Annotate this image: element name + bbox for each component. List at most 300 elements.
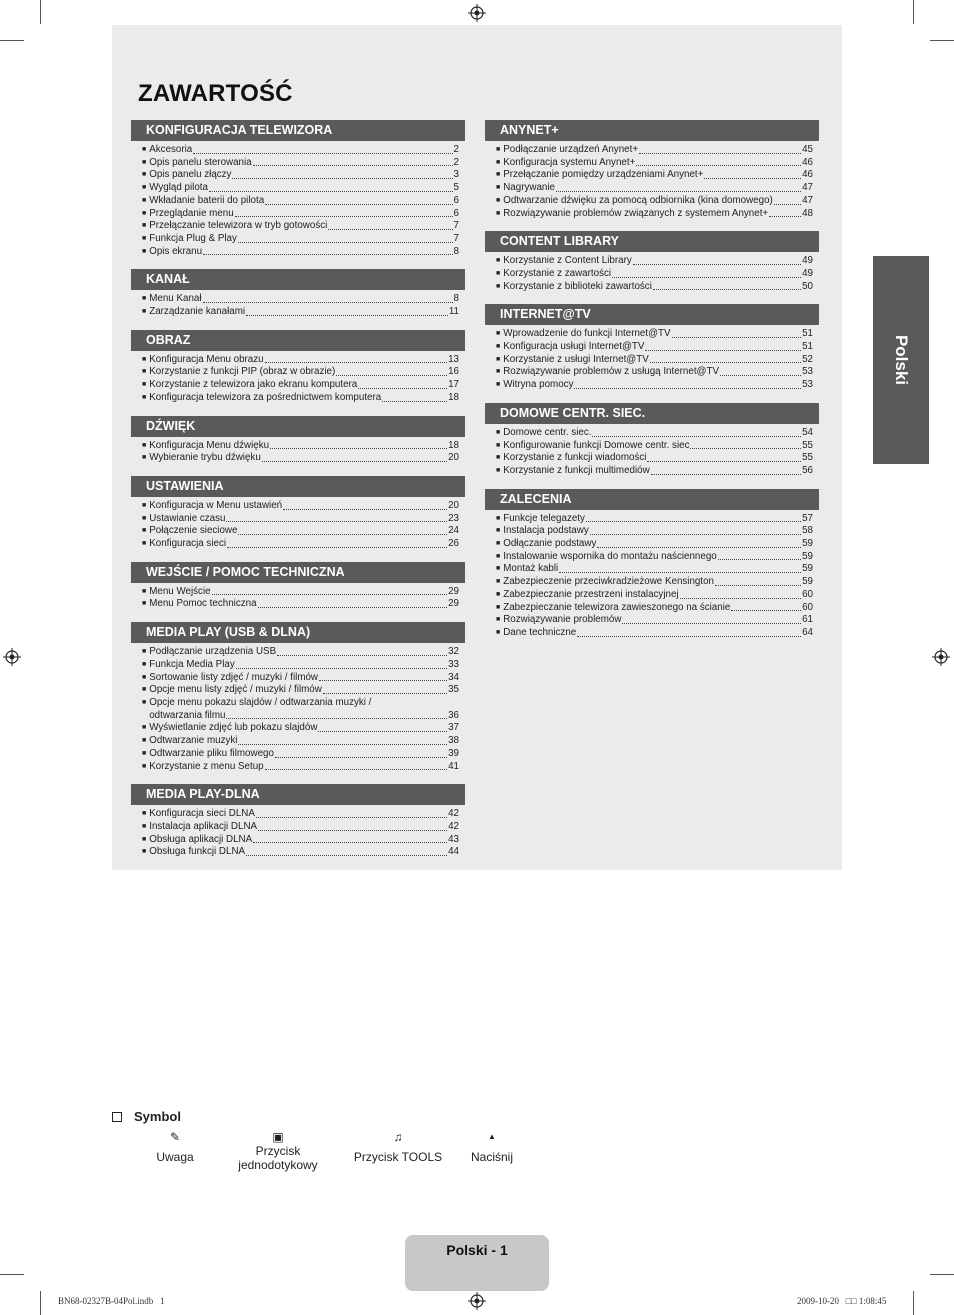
toc-entry[interactable] bbox=[496, 563, 813, 576]
toc-entry-label: Konfiguracja sieci bbox=[149, 538, 227, 550]
toc-entry-page: 2 bbox=[453, 144, 459, 155]
toc-entry-label: Rozwiązywanie problemów związanych z systemem Anynet+ bbox=[503, 207, 769, 219]
toc-list bbox=[131, 497, 465, 551]
toc-entry-page: 56 bbox=[802, 464, 813, 476]
dot-leader bbox=[283, 509, 447, 510]
toc-entry[interactable] bbox=[142, 379, 459, 392]
symbol-note bbox=[140, 1130, 210, 1164]
bullet-icon: ■ bbox=[496, 603, 501, 611]
toc-entry[interactable] bbox=[142, 659, 459, 672]
toc-entry-page: 55 bbox=[802, 452, 813, 464]
dot-leader bbox=[633, 264, 801, 265]
dot-leader bbox=[323, 693, 447, 694]
dot-leader bbox=[212, 594, 448, 595]
dot-leader bbox=[731, 610, 801, 611]
crop-mark bbox=[40, 0, 41, 24]
toc-entry-page: 29 bbox=[448, 598, 459, 610]
language-side-tab-label: Polski bbox=[892, 334, 911, 386]
bullet-icon: ■ bbox=[496, 282, 501, 290]
dot-leader bbox=[193, 153, 452, 154]
toc-entry[interactable] bbox=[496, 354, 813, 367]
dot-leader bbox=[226, 718, 447, 719]
bullet-icon: ■ bbox=[142, 454, 147, 462]
toc-entry-page: 2 bbox=[453, 156, 459, 168]
dot-leader bbox=[574, 388, 801, 389]
toc-entry[interactable] bbox=[496, 255, 813, 268]
toc-entry-label: Menu Kanał bbox=[149, 293, 202, 305]
toc-entry[interactable] bbox=[496, 427, 813, 440]
dot-leader bbox=[262, 461, 447, 462]
toc-entry-label: Opcje menu listy zdjęć / muzyki / filmów bbox=[149, 684, 322, 696]
toc-section bbox=[485, 120, 819, 220]
dot-leader bbox=[226, 521, 447, 522]
toc-entry[interactable] bbox=[142, 500, 459, 513]
dot-leader bbox=[382, 401, 447, 402]
toc-column-left bbox=[131, 120, 465, 870]
dot-leader bbox=[715, 585, 801, 586]
toc-entry-page: 29 bbox=[448, 585, 459, 597]
toc-section bbox=[131, 622, 465, 773]
bullet-icon: ■ bbox=[142, 686, 147, 694]
toc-section bbox=[131, 784, 465, 859]
toc-entry-label: Połączenie sieciowe bbox=[149, 525, 238, 537]
toc-entry[interactable] bbox=[142, 246, 459, 259]
toc-entry-label: Korzystanie z funkcji multimediów bbox=[503, 464, 650, 476]
toc-entry[interactable] bbox=[142, 684, 459, 697]
toc-entry[interactable] bbox=[496, 627, 813, 640]
toc-entry[interactable] bbox=[142, 735, 459, 748]
toc-entry[interactable] bbox=[496, 551, 813, 564]
toc-entry-label: Korzystanie z telewizora jako ekranu komputera bbox=[149, 379, 358, 391]
toc-entry[interactable] bbox=[142, 354, 459, 367]
bullet-icon: ■ bbox=[496, 552, 501, 560]
toc-entry[interactable] bbox=[142, 233, 459, 246]
toc-entry-label: Odtwarzanie dźwięku za pomocą odbiornika (kina domowego) bbox=[503, 194, 773, 206]
toc-list bbox=[131, 351, 465, 405]
toc-entry[interactable] bbox=[142, 821, 459, 834]
dot-leader bbox=[275, 757, 447, 758]
toc-entry-page: 59 bbox=[802, 538, 813, 550]
toc-entry[interactable] bbox=[496, 602, 813, 615]
dot-leader bbox=[590, 534, 801, 535]
toc-entry-page: 59 bbox=[802, 550, 813, 562]
bullet-icon: ■ bbox=[142, 295, 147, 303]
toc-entry[interactable] bbox=[142, 440, 459, 453]
section-header: MEDIA PLAY-DLNA bbox=[131, 784, 465, 805]
toc-entry[interactable] bbox=[496, 341, 813, 354]
crop-mark bbox=[930, 40, 954, 41]
toc-entry[interactable] bbox=[496, 465, 813, 478]
crop-mark bbox=[0, 1274, 24, 1275]
bullet-icon: ■ bbox=[142, 308, 147, 316]
toc-entry-label: Menu Pomoc techniczna bbox=[149, 598, 257, 610]
bullet-icon: ■ bbox=[142, 822, 147, 830]
dot-leader bbox=[612, 277, 801, 278]
toc-entry-page: 49 bbox=[802, 267, 813, 279]
section-header: OBRAZ bbox=[131, 330, 465, 351]
toc-entry[interactable] bbox=[142, 710, 459, 723]
toc-entry-label: Konfiguracja Menu obrazu bbox=[149, 353, 264, 365]
dot-leader bbox=[647, 461, 801, 462]
toc-entry-label: Konfigurowanie funkcji Domowe centr. siec bbox=[503, 439, 690, 451]
toc-entry[interactable] bbox=[142, 513, 459, 526]
toc-entry-label: odtwarzania filmu bbox=[149, 709, 226, 721]
toc-entry-page: 42 bbox=[448, 808, 459, 820]
bullet-icon: ■ bbox=[142, 762, 147, 770]
language-side-tab bbox=[873, 256, 929, 464]
bullet-icon: ■ bbox=[142, 737, 147, 745]
bullet-icon: ■ bbox=[496, 146, 501, 153]
toc-entry-page: 23 bbox=[448, 512, 459, 524]
toc-entry[interactable] bbox=[496, 576, 813, 589]
toc-entry[interactable] bbox=[496, 589, 813, 602]
section-header: WEJŚCIE / POMOC TECHNICZNA bbox=[131, 562, 465, 583]
bullet-icon: ■ bbox=[142, 381, 147, 389]
toc-entry[interactable] bbox=[496, 614, 813, 627]
bullet-icon: ■ bbox=[142, 196, 147, 204]
bullet-icon: ■ bbox=[496, 628, 501, 636]
bullet-icon: ■ bbox=[142, 527, 147, 535]
toc-entry[interactable] bbox=[142, 293, 459, 306]
toc-entry-label: Witryna pomocy bbox=[503, 379, 574, 391]
toc-entry-label: Instalowanie wspornika do montażu naściennego bbox=[503, 550, 717, 562]
bullet-icon: ■ bbox=[496, 441, 501, 449]
toc-entry[interactable] bbox=[496, 182, 813, 195]
toc-entry[interactable] bbox=[142, 808, 459, 821]
section-header: DOMOWE CENTR. SIEC. bbox=[485, 403, 819, 424]
toc-entry[interactable] bbox=[142, 306, 459, 319]
toc-entry[interactable] bbox=[496, 366, 813, 379]
toc-entry[interactable] bbox=[142, 748, 459, 761]
toc-entry[interactable] bbox=[142, 672, 459, 685]
dot-leader bbox=[720, 375, 801, 376]
toc-entry-page: 49 bbox=[802, 255, 813, 267]
toc-entry-page: 7 bbox=[453, 232, 459, 244]
toc-entry-page: 7 bbox=[453, 220, 459, 232]
toc-entry-page: 5 bbox=[453, 182, 459, 194]
dot-leader bbox=[769, 216, 801, 217]
toc-entry[interactable] bbox=[496, 281, 813, 294]
toc-entry[interactable] bbox=[496, 379, 813, 392]
toc-entry-label: Opis panelu złączy bbox=[149, 169, 232, 181]
toc-entry-page: 6 bbox=[453, 207, 459, 219]
bullet-icon: ■ bbox=[142, 587, 147, 595]
toc-entry[interactable] bbox=[496, 169, 813, 182]
dot-leader bbox=[253, 842, 447, 843]
toc-entry-label: Obsługa aplikacji DLNA bbox=[149, 833, 253, 845]
toc-entry-page: 32 bbox=[448, 646, 459, 658]
bullet-icon: ■ bbox=[496, 466, 501, 474]
dot-leader bbox=[651, 474, 801, 475]
bullet-icon: ■ bbox=[142, 209, 147, 217]
toc-entry-page: 26 bbox=[448, 538, 459, 550]
toc-list bbox=[485, 325, 819, 392]
toc-entry[interactable] bbox=[142, 598, 459, 611]
toc-entry-page: 46 bbox=[802, 169, 813, 181]
toc-entry-label: Podłączanie urządzenia USB bbox=[149, 646, 277, 658]
toc-entry[interactable] bbox=[496, 452, 813, 465]
bullet-icon: ■ bbox=[142, 368, 147, 376]
toc-entry[interactable] bbox=[142, 525, 459, 538]
toc-entry-label: Korzystanie z menu Setup bbox=[149, 760, 264, 772]
toc-entry-label: Opis ekranu bbox=[149, 245, 203, 257]
bullet-icon: ■ bbox=[496, 590, 501, 598]
toc-entry-label: Korzystanie z funkcji wiadomości bbox=[503, 452, 647, 464]
crop-mark bbox=[913, 0, 914, 24]
toc-section bbox=[485, 403, 819, 478]
toc-entry-page: 20 bbox=[448, 499, 459, 511]
one-touch-button-icon: ▣ bbox=[272, 1130, 284, 1144]
bullet-icon: ■ bbox=[142, 810, 147, 818]
bullet-icon: ■ bbox=[142, 848, 147, 856]
section-header: KONFIGURACJA TELEWIZORA bbox=[131, 120, 465, 141]
symbol-heading bbox=[112, 1109, 181, 1124]
bullet-icon: ■ bbox=[142, 540, 147, 548]
toc-entry-page: 8 bbox=[453, 293, 459, 305]
dot-leader bbox=[559, 572, 801, 573]
toc-entry-label: Opis panelu sterowania bbox=[149, 156, 252, 168]
toc-entry[interactable] bbox=[142, 538, 459, 551]
dot-leader bbox=[774, 204, 801, 205]
bullet-icon: ■ bbox=[496, 269, 501, 277]
toc-entry-label: Konfiguracja usługi Internet@TV bbox=[503, 341, 645, 353]
toc-entry-label: Funkcje telegazety bbox=[503, 512, 585, 524]
toc-section bbox=[131, 269, 465, 318]
toc-entry-page: 51 bbox=[802, 328, 813, 340]
bullet-icon: ■ bbox=[142, 660, 147, 668]
dot-leader bbox=[203, 254, 452, 255]
dot-leader bbox=[246, 315, 448, 316]
toc-list bbox=[485, 510, 819, 640]
toc-entry[interactable] bbox=[142, 366, 459, 379]
toc-entry-label: Odtwarzanie pliku filmowego bbox=[149, 747, 274, 759]
bullet-icon: ■ bbox=[142, 247, 147, 255]
toc-entry-label: Wyświetlanie zdjęć lub pokazu slajdów bbox=[149, 722, 318, 734]
toc-entry[interactable] bbox=[142, 144, 459, 157]
toc-entry[interactable] bbox=[496, 440, 813, 453]
bullet-icon: ■ bbox=[496, 368, 501, 376]
toc-entry[interactable] bbox=[142, 834, 459, 847]
dot-leader bbox=[336, 375, 447, 376]
toc-entry-label: Korzystanie z funkcji PIP (obraz w obrazie) bbox=[149, 366, 336, 378]
bullet-icon: ■ bbox=[142, 749, 147, 757]
toc-entry-label: Sortowanie listy zdjęć / muzyki / filmów bbox=[149, 671, 319, 683]
bullet-icon: ■ bbox=[142, 441, 147, 449]
toc-section bbox=[131, 416, 465, 465]
press-icon: ▲ bbox=[488, 1132, 496, 1141]
toc-entry-page: 59 bbox=[802, 576, 813, 588]
toc-entry-label: Funkcja Media Play bbox=[149, 658, 235, 670]
crop-mark bbox=[0, 40, 24, 41]
crop-mark bbox=[913, 1291, 914, 1315]
toc-entry-page: 17 bbox=[448, 379, 459, 391]
toc-entry-label: Przełączanie telewizora w tryb gotowości bbox=[149, 220, 328, 232]
toc-entry[interactable] bbox=[142, 452, 459, 465]
toc-entry[interactable] bbox=[142, 761, 459, 774]
toc-entry-page: 47 bbox=[802, 182, 813, 194]
toc-entry[interactable] bbox=[496, 157, 813, 170]
toc-entry-label: Konfiguracja w Menu ustawień bbox=[149, 499, 283, 511]
toc-list bbox=[131, 141, 465, 258]
dot-leader bbox=[265, 362, 447, 363]
bullet-icon: ■ bbox=[142, 184, 147, 192]
dot-leader bbox=[653, 289, 801, 290]
toc-entry-page: 45 bbox=[802, 144, 813, 155]
toc-entry[interactable] bbox=[496, 144, 813, 157]
toc-entry-label: Ustawianie czasu bbox=[149, 512, 226, 524]
dot-leader bbox=[577, 636, 801, 637]
symbol-label: Przycisk TOOLS bbox=[353, 1150, 443, 1164]
toc-entry[interactable] bbox=[496, 525, 813, 538]
toc-entry-label: Obsługa funkcji DLNA bbox=[149, 846, 246, 858]
toc-list bbox=[131, 805, 465, 859]
toc-entry-label: Przeglądanie menu bbox=[149, 207, 234, 219]
toc-section bbox=[131, 330, 465, 405]
toc-section bbox=[485, 304, 819, 392]
section-header: ANYNET+ bbox=[485, 120, 819, 141]
dot-leader bbox=[704, 178, 801, 179]
dot-leader bbox=[256, 817, 447, 818]
toc-section bbox=[131, 476, 465, 551]
toc-entry-label: Podłączanie urządzeń Anynet+ bbox=[503, 144, 639, 155]
toc-entry-page: 55 bbox=[802, 439, 813, 451]
toc-section bbox=[131, 562, 465, 611]
toc-entry-label: Konfiguracja Menu dźwięku bbox=[149, 439, 270, 451]
toc-list bbox=[131, 437, 465, 465]
symbol-label: Przycisk jednodotykowy bbox=[238, 1144, 318, 1172]
toc-entry[interactable] bbox=[142, 182, 459, 195]
toc-entry-page: 3 bbox=[453, 169, 459, 181]
bullet-icon: ■ bbox=[496, 330, 501, 338]
dot-leader bbox=[227, 547, 447, 548]
toc-entry-page: 18 bbox=[448, 391, 459, 403]
bullet-icon: ■ bbox=[496, 209, 501, 217]
toc-entry-page: 11 bbox=[448, 306, 459, 318]
toc-entry-label: Korzystanie z biblioteki zawartości bbox=[503, 280, 652, 292]
dot-leader bbox=[258, 830, 447, 831]
dot-leader bbox=[319, 680, 447, 681]
toc-entry-page: 48 bbox=[802, 207, 813, 219]
toc-entry-page: 50 bbox=[802, 280, 813, 292]
toc-entry-label: Domowe centr. siec. bbox=[503, 426, 592, 438]
toc-entry[interactable] bbox=[496, 195, 813, 208]
dot-leader bbox=[586, 521, 801, 522]
slug-file-name: BN68-02327B-04Pol.indb 1 bbox=[58, 1296, 165, 1306]
registration-mark-icon bbox=[468, 1292, 486, 1310]
toc-entry-page: 37 bbox=[448, 722, 459, 734]
toc-entry[interactable] bbox=[142, 220, 459, 233]
toc-entry[interactable] bbox=[142, 157, 459, 170]
dot-leader bbox=[622, 623, 801, 624]
toc-entry[interactable] bbox=[142, 697, 459, 710]
toc-entry-page: 64 bbox=[802, 626, 813, 638]
toc-entry[interactable] bbox=[142, 722, 459, 735]
toc-entry-label: Instalacja podstawy bbox=[503, 525, 589, 537]
toc-entry-page: 54 bbox=[802, 426, 813, 438]
toc-entry[interactable] bbox=[142, 208, 459, 221]
toc-entry-label: Menu Wejście bbox=[149, 585, 211, 597]
toc-list bbox=[485, 424, 819, 478]
crop-mark bbox=[930, 1274, 954, 1275]
toc-entry-label: Korzystanie z Content Library bbox=[503, 255, 632, 267]
toc-entry[interactable] bbox=[496, 268, 813, 281]
symbol-label: Uwaga bbox=[156, 1150, 194, 1164]
toc-entry-page: 39 bbox=[448, 747, 459, 759]
symbol-one-touch bbox=[228, 1130, 328, 1172]
dot-leader bbox=[238, 242, 453, 243]
bullet-icon: ■ bbox=[142, 393, 147, 401]
toc-entry[interactable] bbox=[142, 586, 459, 599]
section-header: DŹWIĘK bbox=[131, 416, 465, 437]
dot-leader bbox=[718, 559, 801, 560]
toc-entry-page: 41 bbox=[448, 760, 459, 772]
toc-entry-label: Odtwarzanie muzyki bbox=[149, 735, 238, 747]
bullet-icon: ■ bbox=[142, 648, 147, 656]
toc-entry-page: 52 bbox=[802, 353, 813, 365]
toc-entry[interactable] bbox=[142, 169, 459, 182]
bullet-icon: ■ bbox=[496, 355, 501, 363]
toc-entry[interactable] bbox=[496, 513, 813, 526]
toc-entry-page: 8 bbox=[453, 245, 459, 257]
bullet-icon: ■ bbox=[142, 600, 147, 608]
dot-leader bbox=[265, 204, 452, 205]
bullet-icon: ■ bbox=[142, 673, 147, 681]
section-header: USTAWIENIA bbox=[131, 476, 465, 497]
dot-leader bbox=[358, 388, 447, 389]
section-header: CONTENT LIBRARY bbox=[485, 231, 819, 252]
toc-entry[interactable] bbox=[142, 646, 459, 659]
toc-entry-label: Dane techniczne bbox=[503, 626, 577, 638]
symbol-heading-label: Symbol bbox=[134, 1109, 181, 1124]
slug-timestamp: 2009-10-20 □□ 1:08:45 bbox=[797, 1296, 887, 1306]
bullet-icon: ■ bbox=[496, 171, 501, 179]
dot-leader bbox=[592, 436, 801, 437]
toc-entry[interactable] bbox=[142, 846, 459, 859]
dot-leader bbox=[639, 153, 801, 154]
toc-entry-page: 58 bbox=[802, 525, 813, 537]
toc-entry[interactable] bbox=[496, 328, 813, 341]
toc-list bbox=[131, 583, 465, 611]
dot-leader bbox=[253, 165, 453, 166]
toc-entry-label: Instalacja aplikacji DLNA bbox=[149, 820, 258, 832]
toc-entry-page: 34 bbox=[448, 671, 459, 683]
toc-entry[interactable] bbox=[142, 195, 459, 208]
bullet-icon: ■ bbox=[142, 355, 147, 363]
page-number: Polski - 1 bbox=[446, 1242, 508, 1258]
toc-entry-page: 44 bbox=[448, 846, 459, 858]
toc-entry-label: Zabezpieczanie telewizora zawieszonego na ścianie bbox=[503, 601, 731, 613]
toc-list bbox=[485, 252, 819, 293]
bullet-icon: ■ bbox=[142, 158, 147, 166]
dot-leader bbox=[680, 598, 802, 599]
toc-entry[interactable] bbox=[496, 208, 813, 221]
bullet-icon: ■ bbox=[496, 540, 501, 548]
dot-leader bbox=[209, 191, 453, 192]
toc-entry[interactable] bbox=[496, 538, 813, 551]
dot-leader bbox=[270, 448, 447, 449]
bullet-icon: ■ bbox=[496, 578, 501, 586]
toc-entry-page: 38 bbox=[448, 735, 459, 747]
dot-leader bbox=[238, 534, 447, 535]
toc-entry-page: 33 bbox=[448, 658, 459, 670]
dot-leader bbox=[258, 607, 448, 608]
symbol-tools bbox=[348, 1130, 448, 1164]
symbol-press bbox=[460, 1130, 524, 1164]
toc-entry[interactable] bbox=[142, 392, 459, 405]
bullet-icon: ■ bbox=[142, 501, 147, 509]
registration-mark-icon bbox=[3, 648, 21, 666]
bullet-icon: ■ bbox=[496, 428, 501, 436]
